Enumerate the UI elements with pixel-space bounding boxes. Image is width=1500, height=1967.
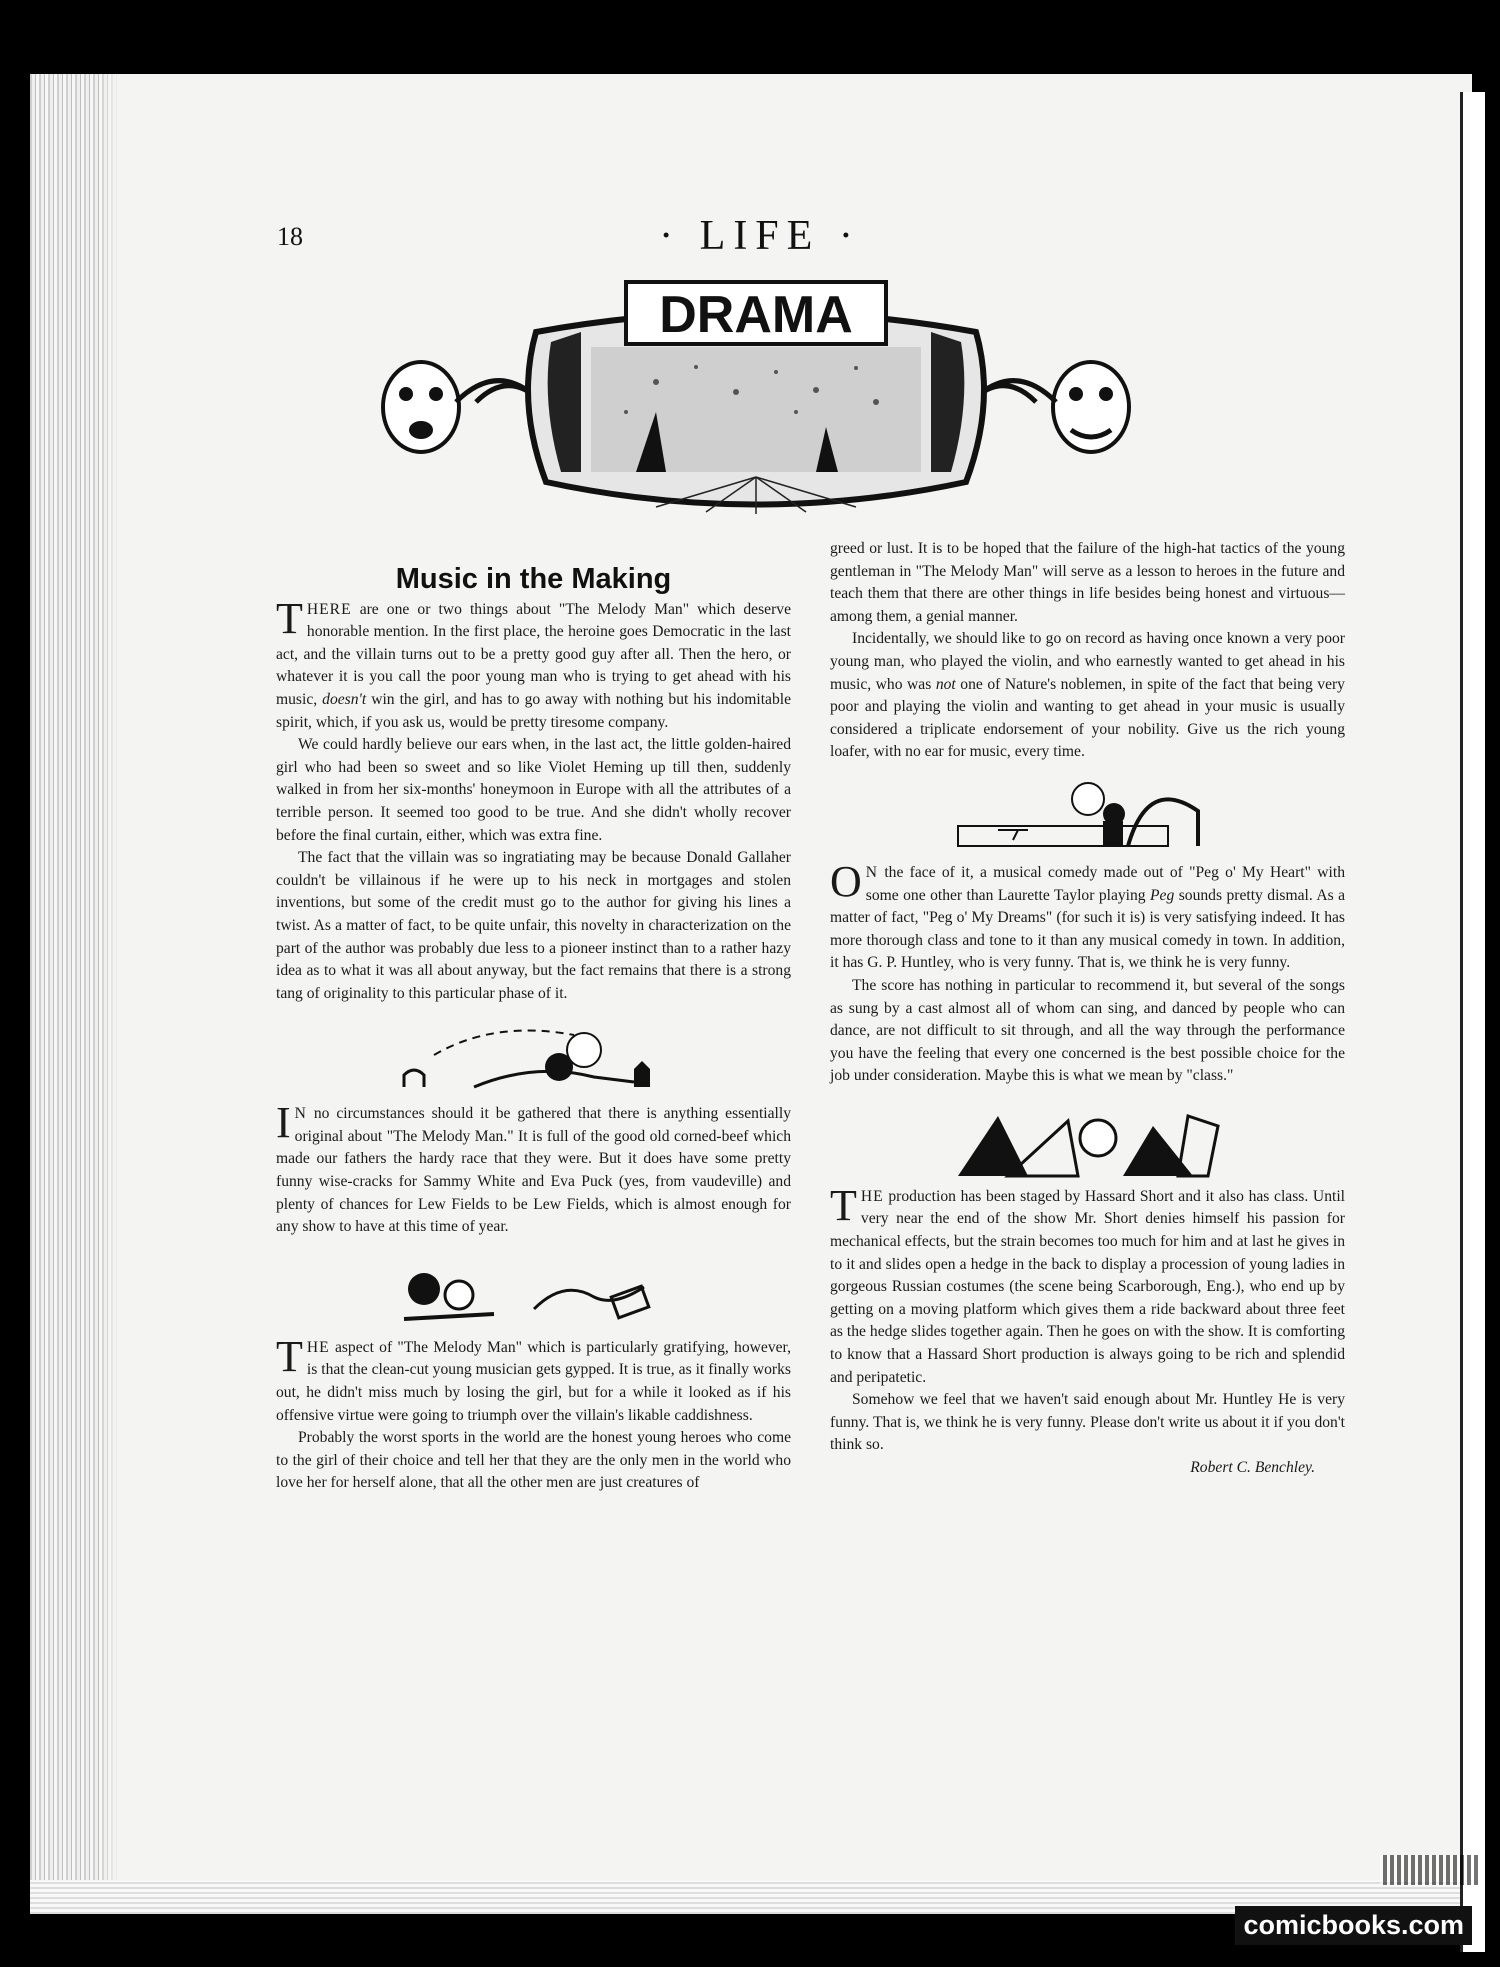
page-gutter — [1460, 92, 1485, 1952]
vignette-woman-in-chair — [830, 774, 1345, 856]
paragraph: Somehow we feel that we haven't said enough about Mr. Huntley He is very funny. That is, we think he is very funny. Please don't write us about it if you don't think so. — [830, 1391, 1345, 1454]
article-left-column — [276, 563, 791, 1495]
paragraph: Incidentally, we should like to go on record as having once known a very poor young man, who played the violin, and who earnestly wanted to get ahead in his music, who was not one of Nature's noblemen, in spite of the fact that being very poor and playing the violin and wanting to get ahead in your music is usually considered a triplicate endorsement of your nobility. Give us the rich young loafer, with no ear for music, every time. — [830, 630, 1345, 761]
cartoon-illustration-icon — [384, 1015, 684, 1097]
drama-banner — [356, 272, 1156, 517]
cartoon-illustration-icon — [384, 1249, 684, 1331]
article-right-column — [830, 538, 1345, 1480]
paragraph: THE production has been staged by Hassard Short and it also has class. Until very near the end of the show Mr. Short denies himself his passion for mechanical effects, but the strain becomes too much for him and at last he gives in to it and slides open a hedge in the back to display a procession of young ladies in gorgeous Russian costumes (the scene being Scarborough, Eng.), who end up by getting on a moving platform which gives them a ride backward about three feet as the hedge slides together again. Then he goes on with the show. It is comforting to know that a Hassard Short production is always going to be rich and splendid and peripatetic. — [830, 1180, 1346, 1386]
page-edge-specks — [1380, 1855, 1480, 1885]
paragraph: THE aspect of "The Melody Man" which is particularly gratifying, however, is that the clean-cut young musician gets gypped. It is true, as it finally works out, he didn't miss much by losing the girl, but for a while it looked as if his offensive virtue were going to triumph over the villain's likable caddishness. — [276, 1331, 791, 1424]
vignette-abstract — [830, 1098, 1345, 1180]
comedy-mask-icon — [976, 362, 1129, 452]
masthead: · LIFE · — [659, 213, 861, 259]
author-signature: Robert C. Benchley. — [1190, 1459, 1315, 1476]
article-title: Music in the Making — [395, 563, 672, 595]
cartoon-illustration-icon — [938, 774, 1238, 856]
banner-title: DRAMA — [659, 286, 853, 344]
drama-banner-illustration — [356, 272, 1156, 517]
page-stack-edge — [30, 74, 120, 1914]
paragraph: The fact that the villain was so ingratiating may be because Donald Gallaher couldn't be villainous if he were up to his neck in mortgages and stolen inventions, but some of the credit must go to the author for giving his lines a twist. As a matter of fact, to be quite unfair, this novelty in characterization on the part of the author was probably due less to a pioneer instinct than to a rather hazy idea as to what it was all about anyway, but the fact remains that there is a strong tang of originality to this particular phase of it. — [276, 849, 791, 1002]
drama-title-scroll — [626, 282, 886, 344]
paragraph: Probably the worst sports in the world are the honest young heroes who come to the girl of their choice and tell her that they are the only men in the world who love her for herself alone, that all the other men are just creatures of — [276, 1429, 791, 1492]
vignette-chase — [276, 1249, 791, 1331]
paragraph: greed or lust. It is to be hoped that the failure of the high-hat tactics of the young gentleman in "The Melody Man" will serve as a lesson to heroes in the future and teach them that there are other things in life besides being honest and virtuous—among them, a genial manner. — [830, 540, 1345, 625]
paragraph: O N the face of it, a musical comedy made out of "Peg o' My Heart" with some one other than Laurette Taylor playing Peg sounds pretty dismal. As a matter of fact, "Peg o' My Dreams" (for such it is) is very satisfying indeed. It has more thorough class and tone to it than any musical comedy in town. In addition, it has G. P. Huntley, who is very funny. That is, we think he is very funny. — [830, 856, 1345, 972]
page-number: 18 — [277, 222, 303, 251]
paragraph: The score has nothing in particular to recommend it, but several of the songs as sung by a cast almost all of whom can sing, and danced by people who can dance, are not difficult to sit through, and all the way through the performance you have the feeling that every one concerned is the best possible choice for the job under consideration. Maybe this is what we mean by "class." — [830, 976, 1345, 1085]
paragraph: I N no circumstances should it be gathered that there is anything essentially original about "The Melody Man." It is full of the good old corned-beef which made our fathers the hardy race that they were. But it does have some pretty funny wise-cracks for Sammy White and Eva Puck (yes, from vaudeville) and plenty of chances for Lew Fields to be Lew Fields, which is almost enough for any show to have at this time of year. — [276, 1098, 791, 1236]
tragedy-mask-icon — [383, 362, 536, 452]
paragraph: We could hardly believe our ears when, in the last act, the little golden-haired girl who had been so sweet and so like Violet Heming up till then, suddenly walked in from her six-months' honeymoon in Europe with all the attributes of a terrible person. It seemed too good to be true. And she didn't wholly recover before the final curtain, either, which was extra fine. — [276, 736, 791, 844]
vignette-reclining-figure — [276, 1015, 791, 1097]
paragraph: THERE are one or two things about "The Melody Man" which deserve honorable mention. In the first place, the heroine goes Democratic in the last act, and the villain turns out to be a pretty good guy after all. Then the hero, or whatever it is you call the poor young man who is trying to get ahead with his music, doesn't win the girl, and has to go away with nothing but his indomitable spirit, which, if you ask us, would be pretty tiresome company. — [276, 593, 791, 731]
watermark-label: comicbooks.com — [1235, 1906, 1472, 1945]
cartoon-illustration-icon — [938, 1098, 1238, 1180]
